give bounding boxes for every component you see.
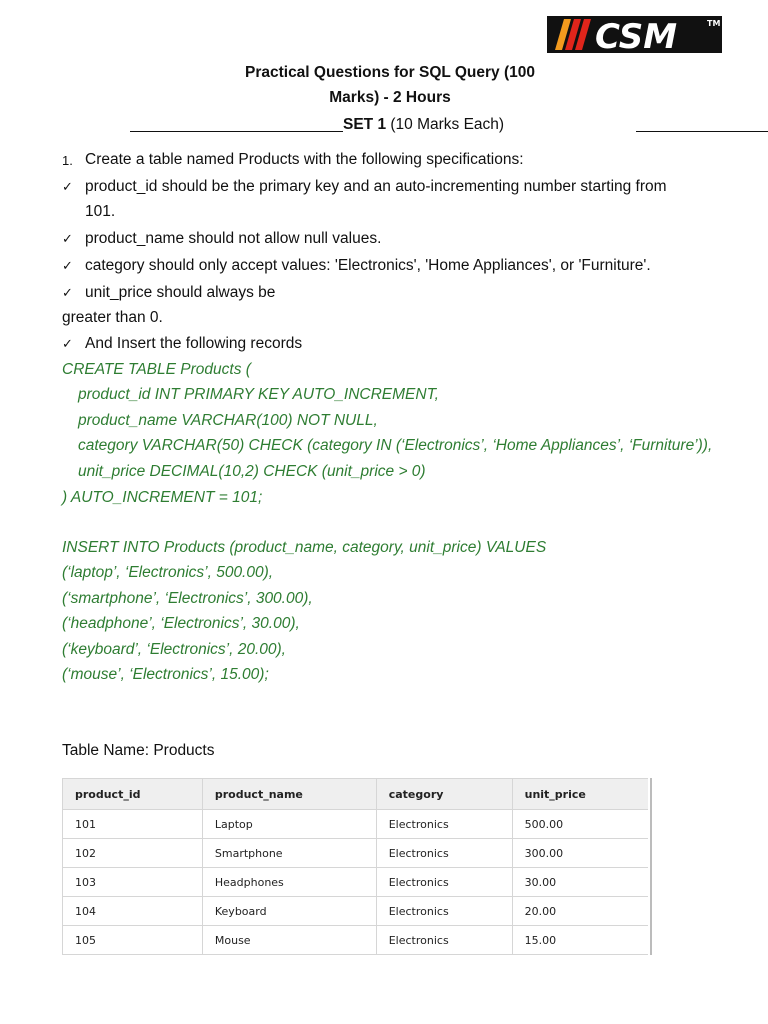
logo-stripes-graphic xyxy=(547,16,722,53)
products-table xyxy=(62,778,652,955)
table-cell: 20.00 xyxy=(512,897,648,926)
underline-left xyxy=(130,131,343,132)
code-line: product_name VARCHAR(100) NOT NULL, xyxy=(78,412,378,429)
table-cell: 15.00 xyxy=(512,926,648,955)
products-table-grid xyxy=(62,778,648,955)
check-icon: ✓ xyxy=(62,179,73,194)
table-cell: 102 xyxy=(63,839,203,868)
column-header: product_id xyxy=(63,779,203,810)
logo-tm: TM xyxy=(707,19,721,28)
code-line: (‘laptop’, ‘Electronics’, 500.00), xyxy=(62,564,274,581)
table-cell: Electronics xyxy=(376,810,512,839)
code-line: CREATE TABLE Products ( xyxy=(62,361,251,378)
set-text xyxy=(343,114,504,136)
title-line-2: Marks) - 2 Hours xyxy=(329,89,451,106)
title-line-1: Practical Questions for SQL Query (100 xyxy=(244,64,535,81)
table-cell: Electronics xyxy=(376,897,512,926)
table-row xyxy=(63,897,649,926)
table-cell: Smartphone xyxy=(202,839,376,868)
code-line: product_id INT PRIMARY KEY AUTO_INCREMENT, xyxy=(78,386,439,403)
table-caption: Table Name: Products xyxy=(62,742,215,759)
check-icon: ✓ xyxy=(62,258,73,273)
column-header: product_name xyxy=(202,779,376,810)
bullet-text: 101. xyxy=(85,203,116,220)
table-cell: Laptop xyxy=(202,810,376,839)
bullet-text: product_id should be the primary key and an auto-incrementing number starting from xyxy=(85,178,667,195)
code-line: INSERT INTO Products (product_name, category, unit_price) VALUES xyxy=(62,539,547,556)
table-cell: 300.00 xyxy=(512,839,648,868)
table-cell: 104 xyxy=(63,897,203,926)
check-icon: ✓ xyxy=(62,231,73,246)
code-line: unit_price DECIMAL(10,2) CHECK (unit_price > 0) xyxy=(78,463,426,480)
table-row xyxy=(63,926,649,955)
table-cell: Headphones xyxy=(202,868,376,897)
question-text: Create a table named Products with the following specifications: xyxy=(85,151,524,168)
bullet-text: product_name should not allow null values. xyxy=(85,230,382,247)
check-icon: ✓ xyxy=(62,336,73,351)
bullet-text: greater than 0. xyxy=(62,309,163,326)
table-row xyxy=(63,810,649,839)
table-cell: 30.00 xyxy=(512,868,648,897)
check-icon: ✓ xyxy=(62,285,73,300)
table-cell: 105 xyxy=(63,926,203,955)
table-row xyxy=(63,839,649,868)
table-cell: 101 xyxy=(63,810,203,839)
bullet-text: category should only accept values: 'Electronics', 'Home Appliances', or 'Furniture'. xyxy=(85,257,651,274)
column-header: category xyxy=(376,779,512,810)
bullet-text: And Insert the following records xyxy=(85,335,303,352)
table-cell: Electronics xyxy=(376,839,512,868)
csm-logo xyxy=(547,16,722,53)
table-cell: 500.00 xyxy=(512,810,648,839)
code-line: (‘headphone’, ‘Electronics’, 30.00), xyxy=(62,615,300,632)
table-cell: Electronics xyxy=(376,868,512,897)
table-header-row xyxy=(63,779,649,810)
table-cell: Electronics xyxy=(376,926,512,955)
code-line: category VARCHAR(50) CHECK (category IN (‘Electronics’, ‘Home Appliances’, ‘Furniture’)), xyxy=(78,437,713,454)
table-cell: 103 xyxy=(63,868,203,897)
bullet-text: unit_price should always be xyxy=(85,284,276,301)
question-number: 1. xyxy=(62,153,73,168)
table-cell: Mouse xyxy=(202,926,376,955)
table-cell: Keyboard xyxy=(202,897,376,926)
code-line: ) AUTO_INCREMENT = 101; xyxy=(62,489,263,506)
column-header: unit_price xyxy=(512,779,648,810)
table-row xyxy=(63,868,649,897)
set-heading xyxy=(130,114,660,136)
code-line: (‘keyboard’, ‘Electronics’, 20.00), xyxy=(62,641,286,658)
underline-right xyxy=(636,131,768,132)
set-marks: (10 Marks Each) xyxy=(386,116,505,133)
code-line: (‘smartphone’, ‘Electronics’, 300.00), xyxy=(62,590,313,607)
logo-text: CSM xyxy=(595,17,678,53)
set-label: SET 1 xyxy=(343,116,387,133)
code-line: (‘mouse’, ‘Electronics’, 15.00); xyxy=(62,666,269,683)
